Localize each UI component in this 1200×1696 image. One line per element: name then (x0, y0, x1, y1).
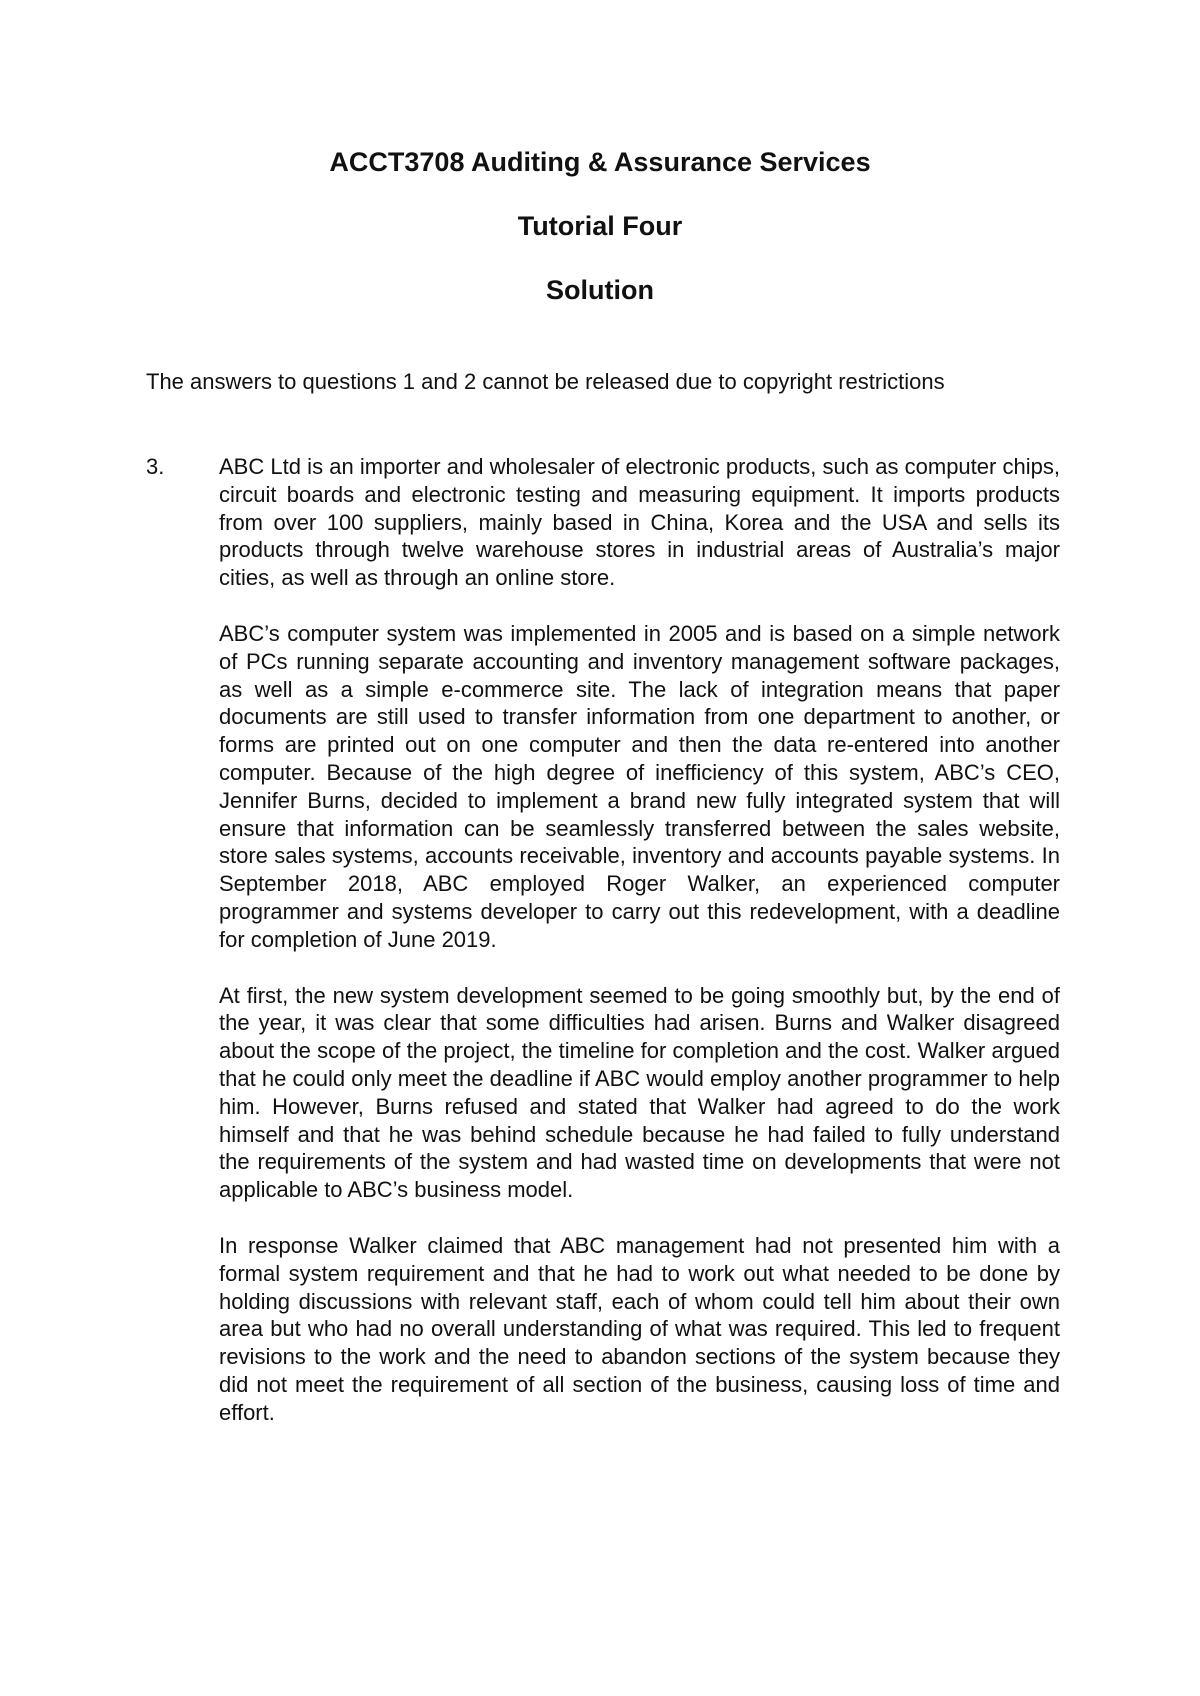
question-paragraph-4: In response Walker claimed that ABC management had not presented him with a formal system requirement and that he had to work out what needed to be done by holding discussions with relevant staff, each of whom could tell him about their own area but who had no overall understanding of what was required. This led to frequent revisions to the work and the need to abandon sections of the system because they did not meet the requirement of all section of the business, causing loss of time and effort. (219, 1232, 1060, 1425)
tutorial-heading: Tutorial Four (517, 211, 683, 241)
copyright-notice: The answers to questions 1 and 2 cannot be released due to copyright restrictions (146, 369, 945, 394)
question-body (219, 453, 1060, 1455)
question-paragraph-2: ABC’s computer system was implemented in 2005 and is based on a simple network of PCs running separate accounting and inventory management software packages, as well as a simple e-commerce site. The lack of integration means that paper documents are still used to transfer information from one department to another, or forms are printed out on one computer and then the data re-entered into another computer. Because of the high degree of inefficiency of this system, ABC’s CEO, Jennifer Burns, decided to implement a brand new fully integrated system that will ensure that information can be seamlessly transferred between the sales website, store sales systems, accounts receivable, inventory and accounts payable systems. In September 2018, ABC employed Roger Walker, an experienced computer programmer and systems developer to carry out this redevelopment, with a deadline for completion of June 2019. (219, 620, 1060, 952)
question-number: 3. (146, 454, 165, 479)
question-paragraph-3: At first, the new system development seemed to be going smoothly but, by the end of the year, it was clear that some difficulties had arisen. Burns and Walker disagreed about the scope of the project, the timeline for completion and the cost. Walker argued that he could only meet the deadline if ABC would employ another programmer to help him. However, Burns refused and stated that Walker had agreed to do the work himself and that he was behind schedule because he had failed to fully understand the requirements of the system and had wasted time on developments that were not applicable to ABC’s business model. (219, 982, 1060, 1203)
question-paragraph-1: ABC Ltd is an importer and wholesaler of electronic products, such as computer chips, circuit boards and electronic testing and measuring equipment. It imports products from over 100 suppliers, mainly based in China, Korea and the USA and sells its products through twelve warehouse stores in industrial areas of Australia’s major cities, as well as through an online store. (219, 454, 1060, 591)
solution-heading: Solution (546, 275, 654, 305)
document-title: ACCT3708 Auditing & Assurance Services (329, 147, 871, 177)
